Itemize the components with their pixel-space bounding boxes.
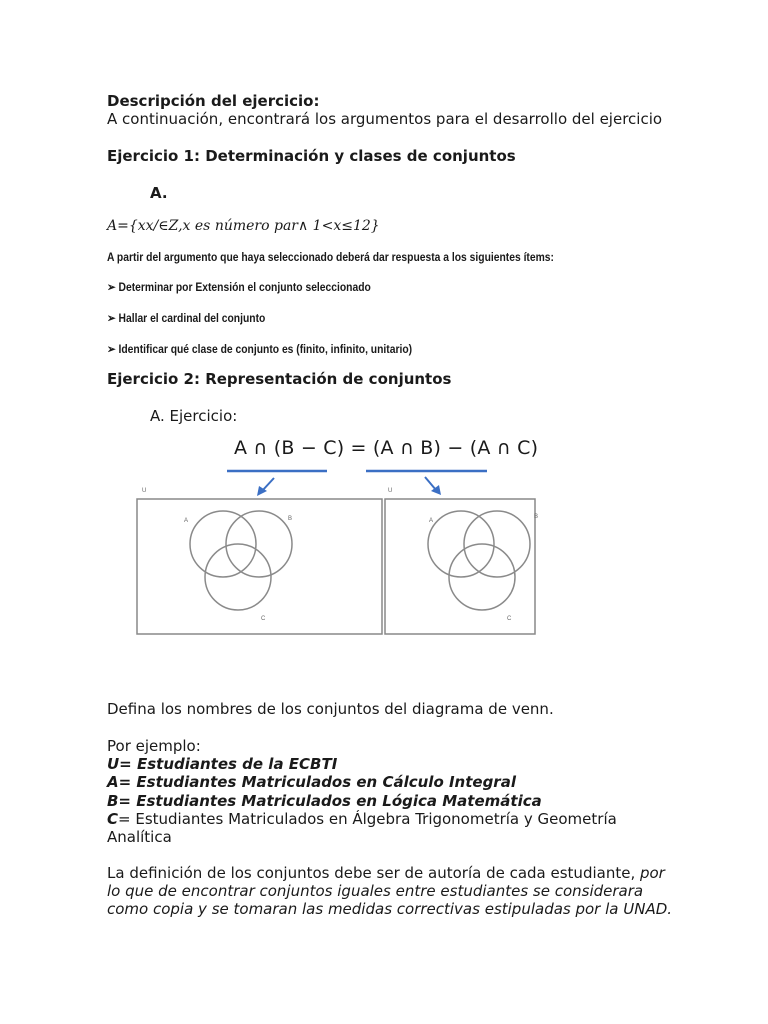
exercise1-instruction: A partir del argumento que haya seleccionado deberá dar respuesta a los siguientes ítems: bbox=[107, 250, 554, 264]
closing-normal-text: La definición de los conjuntos debe ser de autoría de cada estudiante, bbox=[107, 864, 636, 882]
venn-diagram-right bbox=[385, 488, 538, 634]
closing-italic-start: por bbox=[635, 864, 665, 882]
set-b-label: B bbox=[288, 516, 293, 522]
example-label: Por ejemplo: bbox=[107, 737, 201, 755]
universe-label: U bbox=[388, 488, 393, 494]
set-definition: A={xx/∈Z,x es número par∧ 1<x≤12} bbox=[107, 218, 380, 234]
definition-u: U= Estudiantes de la ECBTI bbox=[107, 755, 338, 773]
definition-c-key: C bbox=[107, 810, 119, 828]
closing-line-3: como copia y se tomaran las medidas correctivas estipuladas por la UNAD. bbox=[107, 900, 673, 918]
exercise2-label: A. Ejercicio: bbox=[150, 407, 238, 425]
closing-line-1 bbox=[107, 864, 665, 882]
universe-label: U bbox=[142, 488, 147, 494]
exercise1-item-1: ➢ Determinar por Extensión el conjunto seleccionado bbox=[107, 280, 371, 294]
set-a-label: A bbox=[184, 518, 189, 524]
exercise1-item-3: ➢ Identificar qué clase de conjunto es (finito, infinito, unitario) bbox=[107, 342, 413, 356]
definition-c-continuation: Analítica bbox=[107, 828, 172, 846]
set-a-label: A bbox=[429, 518, 434, 524]
exercise1-letter: A. bbox=[150, 184, 168, 202]
set-c-label: C bbox=[507, 616, 512, 622]
set-identity-formula: A ∩ (B − C) = (A ∩ B) − (A ∩ C) bbox=[234, 437, 539, 459]
venn-prompt: Defina los nombres de los conjuntos del diagrama de venn. bbox=[107, 700, 554, 718]
definition-c bbox=[107, 810, 617, 828]
definition-c-text: = Estudiantes Matriculados en Álgebra Trigonometría y Geometría bbox=[118, 810, 617, 828]
set-c-label: C bbox=[261, 616, 266, 622]
exercise2-title: Ejercicio 2: Representación de conjuntos bbox=[107, 370, 452, 388]
description-heading: Descripción del ejercicio: bbox=[107, 92, 320, 110]
set-b-label: B bbox=[534, 514, 539, 520]
right-arrow-icon bbox=[425, 477, 441, 495]
closing-line-2: lo que de encontrar conjuntos iguales entre estudiantes se considerara bbox=[107, 882, 644, 900]
venn-diagrams-figure bbox=[120, 462, 540, 642]
description-text: A continuación, encontrará los argumentos para el desarrollo del ejercicio bbox=[107, 110, 663, 128]
exercise1-item-2: ➢ Hallar el cardinal del conjunto bbox=[107, 311, 266, 325]
venn-diagram-left bbox=[137, 488, 382, 634]
exercise1-title: Ejercicio 1: Determinación y clases de conjuntos bbox=[107, 147, 516, 165]
definition-a: A= Estudiantes Matriculados en Cálculo Integral bbox=[107, 773, 516, 791]
definition-b: B= Estudiantes Matriculados en Lógica Matemática bbox=[107, 792, 542, 810]
left-arrow-icon bbox=[257, 478, 274, 496]
